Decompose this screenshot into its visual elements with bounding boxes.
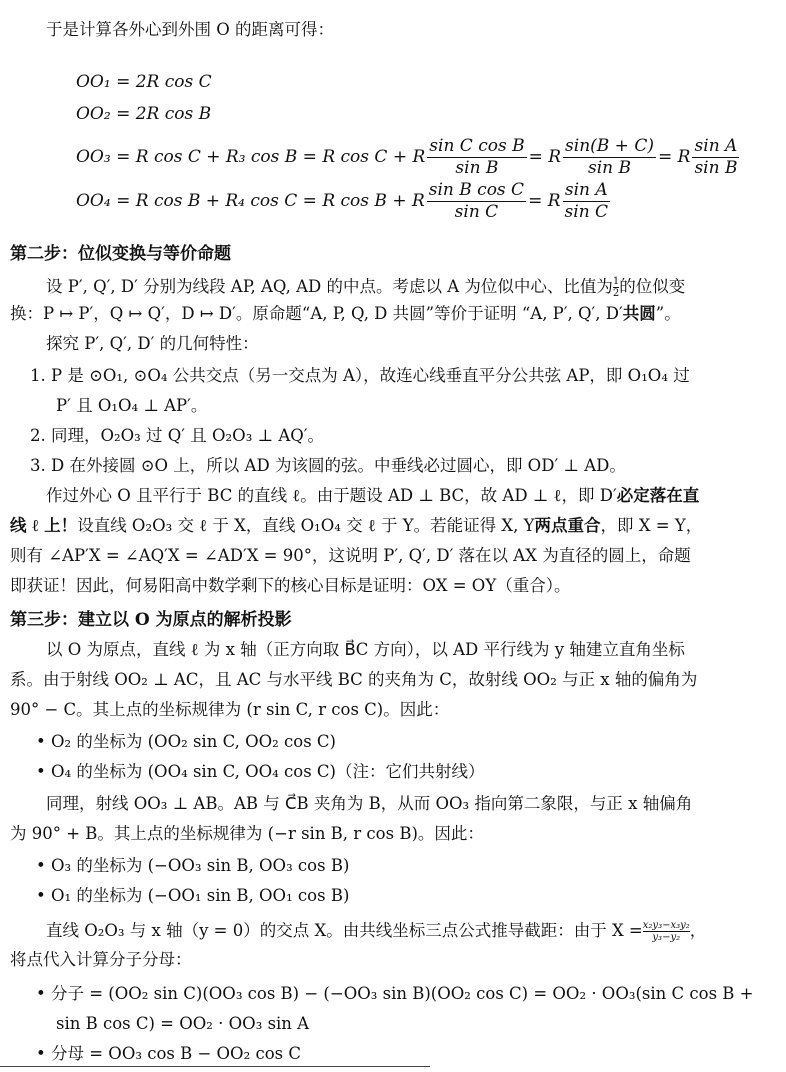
step2-heading: 第二步：位似变换与等价命题 <box>10 244 231 264</box>
step3-bullet-numerator-line1: • 分子 = (OO₂ sin C)(OO₃ cos B) − (−OO₃ sin B)(OO₂ cos C) = OO₂ · OO₃(sin C cos B + <box>36 984 754 1003</box>
equation-oo1: OO₁ = 2R cos C <box>76 72 212 92</box>
step3-bullet-o4: • O₄ 的坐标为 (OO₄ sin C, OO₄ cos C)（注：它们共射线） <box>36 762 485 781</box>
step3-heading: 第三步：建立以 O 为原点的解析投影 <box>10 610 292 630</box>
x-intercept-fraction: $\frac{\text{x₂y₃−x₃y₂}}{\text{y₃−y₂}}$ <box>642 920 690 943</box>
step2-item1-line1: 1. P 是 ⊙O₁, ⊙O₄ 公共交点（另一交点为 A），故连心线垂直平分公共弦 AP，即 O₁O₄ 过 <box>30 366 690 385</box>
step3-para1-line2: 系。由于射线 OO₂ ⊥ AC，且 AC 与水平线 BC 的夹角为 C，故射线 OO₂ 与正 x 轴的偏角为 <box>10 670 698 689</box>
step3-bullet-o2: • O₂ 的坐标为 (OO₂ sin C, OO₂ cos C) <box>36 732 336 751</box>
intro-line: 于是计算各外心到外围 O 的距离可得： <box>46 20 335 39</box>
step3-para2-line2: 为 90° + B。其上点的坐标规律为 (−r sin B, r cos B)。因此： <box>10 824 484 843</box>
step3-para1-line3: 90° − C。其上点的坐标规律为 (r sin C, r cos C)。因此： <box>10 700 450 719</box>
step3-para2-line1: 同理，射线 OO₃ ⊥ AB。AB 与 C⃗B 夹角为 B，从而 OO₃ 指向第二象限，与正 x 轴偏角 <box>46 794 693 813</box>
oo3-fraction-1: $\frac{\text{sin C cos B}}{\text{sin B}}$ <box>429 136 525 178</box>
equation-oo2: OO₂ = 2R cos B <box>76 104 212 124</box>
oo3-fraction-3: $\frac{\text{sin A}}{\text{sin B}}$ <box>694 136 738 178</box>
oo4-fraction-2: $\frac{\text{sin A}}{\text{sin C}}$ <box>564 180 609 222</box>
step3-para3-line1: 直线 O₂O₃ 与 x 轴（y = 0）的交点 X。由共线坐标三点公式推导截距：由于 X = $\frac{\text{x₂y₃−x₃y₂}}{\text{y₃−y₂}}$ ， <box>46 920 707 943</box>
step2-para2-line2: 线 ℓ 上！设直线 O₂O₃ 交 ℓ 于 X，直线 O₁O₄ 交 ℓ 于 Y。若能证得 X, Y两点重合，即 X = Y， <box>10 516 703 535</box>
step2-para2-line1: 作过外心 O 且平行于 BC 的直线 ℓ。由于题设 AD ⊥ BC，故 AD ⊥ ℓ，即 D′必定落在直 <box>46 486 700 505</box>
step3-bullet-o3: • O₃ 的坐标为 (−OO₃ sin B, OO₃ cos B) <box>36 856 350 875</box>
step2-para1-line2: 换：P ↦ P′，Q ↦ Q′，D ↦ D′。原命题“A, P, Q, D 共圆”等价于证明 “A, P′, Q′, D′共圆”。 <box>10 304 681 323</box>
half-fraction: $\frac{1}{2}$ <box>612 276 620 299</box>
oo4-lhs: OO₄ = R cos B + R₄ cos C = R cos B + R <box>76 191 425 211</box>
step3-para1-line1: 以 O 为原点，直线 ℓ 为 x 轴（正方向取 B⃗C 方向），以 AD 平行线为 y 轴建立直角坐标 <box>46 640 685 659</box>
step2-item1-line2: P′ 且 O₁O₄ ⊥ AP′。 <box>56 396 208 415</box>
step2-item2: 2. 同理，O₂O₃ 过 Q′ 且 O₂O₃ ⊥ AQ′。 <box>30 426 325 445</box>
oo3-lhs: OO₃ = R cos C + R₃ cos B = R cos C + R <box>76 147 426 167</box>
bottom-rule <box>0 1066 430 1067</box>
equation-oo3: OO₃ = R cos C + R₃ cos B = R cos C + R $\frac{\text{sin C cos B}}{\text{sin B}}$ = R $\frac{\sin(B + C)}{\text{sin B}}$ = R $\frac{\text{sin A}}{\text{sin B}}$ <box>76 136 738 178</box>
step2-item3: 3. D 在外接圆 ⊙O 上，所以 AD 为该圆的弦。中垂线必过圆心，即 OD′ ⊥ AD。 <box>30 456 626 475</box>
step3-para3-line2: 将点代入计算分子分母： <box>10 950 192 969</box>
step2-para2-line4: 即获证！因此，何易阳高中数学剩下的核心目标是证明：OX = OY（重合）。 <box>10 576 571 595</box>
step3-bullet-o1: • O₁ 的坐标为 (−OO₁ sin B, OO₁ cos B) <box>36 886 350 905</box>
step2-explore: 探究 P′, Q′, D′ 的几何特性： <box>46 334 259 353</box>
step3-bullet-numerator-line2: sin B cos C) = OO₂ · OO₃ sin A <box>56 1014 310 1033</box>
oo3-fraction-2: $\frac{\sin(B + C)}{\text{sin B}}$ <box>565 136 654 178</box>
equation-oo4: OO₄ = R cos B + R₄ cos C = R cos B + R $\frac{\text{sin B cos C}}{\text{sin C}}$ = R $\frac{\text{sin A}}{\text{sin C}}$ <box>76 180 609 222</box>
step2-para2-line3: 则有 ∠AP′X = ∠AQ′X = ∠AD′X = 90°，这说明 P′, Q′, D′ 落在以 AX 为直径的圆上，命题 <box>10 546 691 565</box>
step2-para1-line1: 设 P′, Q′, D′ 分别为线段 AP, AQ, AD 的中点。考虑以 A 为位似中心、比值为 $\frac{1}{2}$ 的位似变 <box>46 276 686 299</box>
oo4-fraction-1: $\frac{\text{sin B cos C}}{\text{sin C}}$ <box>428 180 525 222</box>
step3-bullet-denominator: • 分母 = OO₃ cos B − OO₂ cos C <box>36 1044 301 1063</box>
